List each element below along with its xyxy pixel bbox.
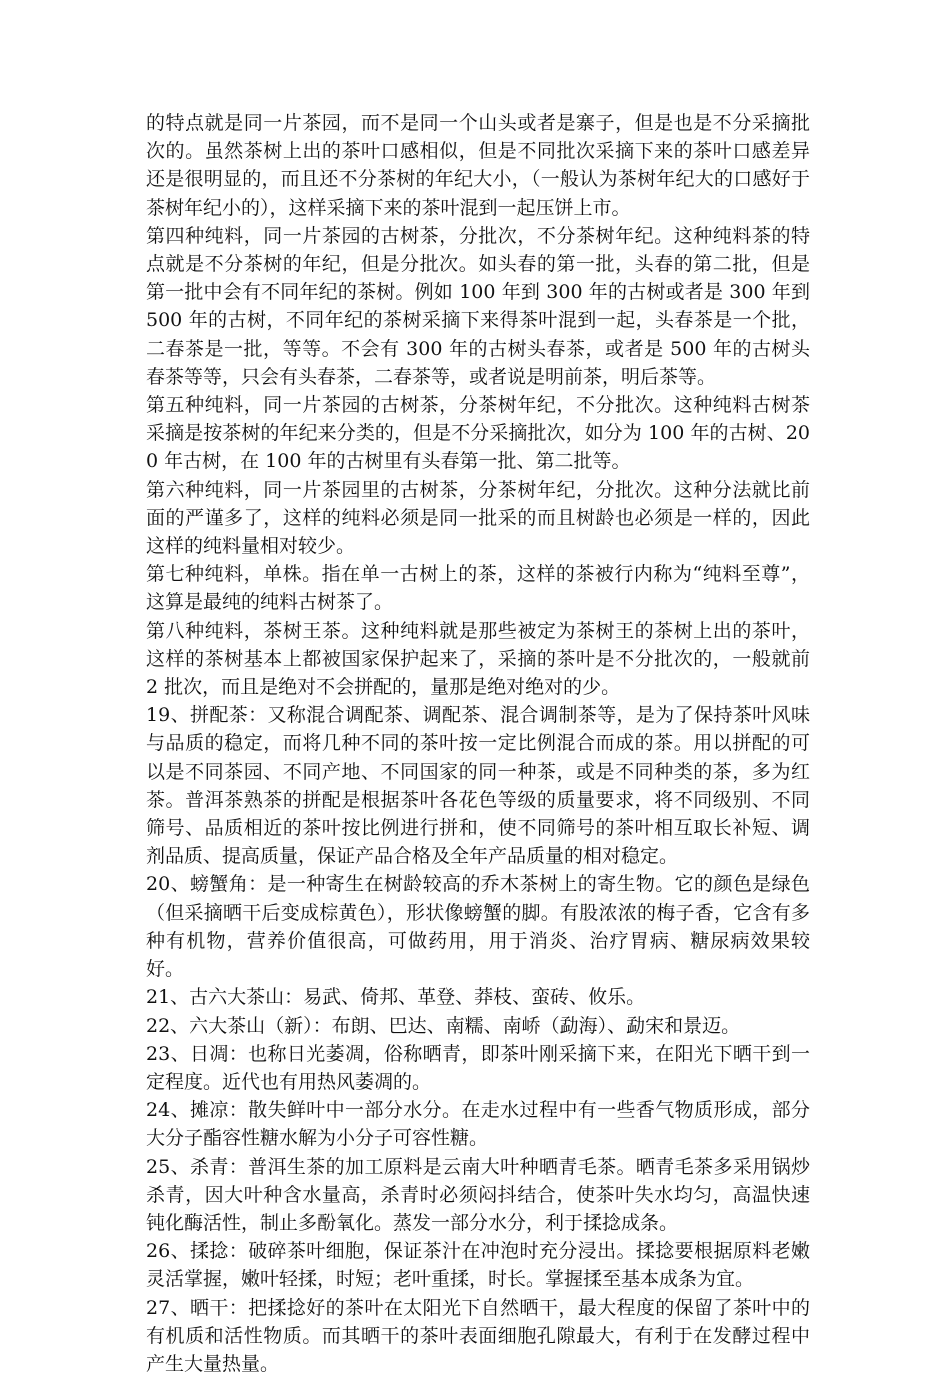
paragraph-pure-type-8: 第八种纯料，茶树王茶。这种纯料就是那些被定为茶树王的茶树上出的茶叶，这样的茶树基本上都被国家保护起来了，采摘的茶叶是不分批次的，一般就前 2 批次，而且是绝对不会拼配的，量那是绝对绝对的少。 — [146, 619, 810, 699]
paragraph-pure-type-5: 第五种纯料，同一片茶园的古树茶，分茶树年纪，不分批次。这种纯料古树茶采摘是按茶树的年纪来分类的，但是不分采摘批次，如分为 100 年的古树、200 年古树，在 100 年的古树里有头春第一批、第二批等。 — [146, 394, 810, 473]
paragraph-item-23: 23、日凋：也称日光萎凋，俗称晒青，即茶叶刚采摘下来，在阳光下晒干到一定程度。近代也有用热风萎凋的。 — [146, 1042, 810, 1093]
paragraph-pure-type-7: 第七种纯料，单株。指在单一古树上的茶，这样的茶被行内称为“纯料至尊”，这算是最纯的纯料古树茶了。 — [146, 563, 810, 614]
paragraph-pure-type-4: 第四种纯料，同一片茶园的古树茶，分批次，不分茶树年纪。这种纯料茶的特点就是不分茶树的年纪，但是分批次。如头春的第一批，头春的第二批，但是第一批中会有不同年纪的茶树。例如 100 年到 300 年的古树或者是 300 年到 500 年的古树，不同年纪的茶树采摘下来得茶叶混到一起，头春茶是一个批，二春茶是一批，等等。不会有 300 年的古树头春茶，或者是 500 年的古树头春茶等等，只会有头春茶，二春茶等，或者说是明前茶，明后茶等。 — [146, 224, 810, 388]
paragraph-pure-type-6: 第六种纯料，同一片茶园里的古树茶，分茶树年纪，分批次。这种分法就比前面的严谨多了，这样的纯料必须是同一批采的而且树龄也必须是一样的，因此这样的纯料量相对较少。 — [146, 478, 810, 558]
paragraph-item-19: 19、拼配茶：又称混合调配茶、调配茶、混合调制茶等，是为了保持茶叶风味与品质的稳定，而将几种不同的茶叶按一定比例混合而成的茶。用以拼配的可以是不同茶园、不同产地、不同国家的同一种茶，或是不同种类的茶，多为红茶。普洱茶熟茶的拼配是根据茶叶各花色等级的质量要求，将不同级别、不同筛号、品质相近的茶叶按比例进行拼和，使不同筛号的茶叶相互取长补短、调剂品质、提高质量，保证产品合格及全年产品质量的相对稳定。 — [146, 704, 810, 868]
paragraph-continuation: 的特点就是同一片茶园，而不是同一个山头或者是寨子，但是也是不分采摘批次的。虽然茶树上出的茶叶口感相似，但是不同批次采摘下来的茶叶口感差异还是很明显的，而且还不分茶树的年纪大小，（一般认为茶树年纪大的口感好于茶树年纪小的），这样采摘下来的茶叶混到一起压饼上市。 — [146, 112, 810, 219]
paragraph-item-25: 25、杀青：普洱生茶的加工原料是云南大叶种晒青毛茶。晒青毛茶多采用锅炒杀青，因大叶种含水量高，杀青时必须闷抖结合，使茶叶失水均匀，高温快速钝化酶活性，制止多酚氧化。蒸发一部分水分，利于揉捻成条。 — [146, 1155, 810, 1234]
paragraph-item-20: 20、螃蟹角：是一种寄生在树龄较高的乔木茶树上的寄生物。它的颜色是绿色（但采摘晒干后变成棕黄色），形状像螃蟹的脚。有股浓浓的梅子香，它含有多种有机物，营养价值很高，可做药用，用于消炎、治疗胃病、糖尿病效果较好。 — [146, 873, 810, 981]
paragraph-item-21: 21、古六大茶山：易武、倚邦、革登、莽枝、蛮砖、攸乐。 — [146, 986, 646, 1009]
paragraph-item-27: 27、晒干：把揉捻好的茶叶在太阳光下自然晒干，最大程度的保留了茶叶中的有机质和活性物质。而其晒干的茶叶表面细胞孔隙最大，有利于在发酵过程中产生大量热量。 — [146, 1296, 810, 1375]
paragraph-item-24: 24、摊凉：散失鲜叶中一部分水分。在走水过程中有一些香气物质形成，部分大分子酯容性糖水解为小分子可容性糖。 — [146, 1099, 810, 1150]
paragraph-item-26: 26、揉捻：破碎茶叶细胞，保证茶汁在冲泡时充分浸出。揉捻要根据原料老嫩灵活掌握，嫩叶轻揉，时短；老叶重揉，时长。掌握揉至基本成条为宜。 — [146, 1240, 810, 1291]
paragraph-item-22: 22、六大茶山（新）：布朗、巴达、南糯、南峤（勐海）、勐宋和景迈。 — [146, 1014, 741, 1037]
document-body — [146, 109, 810, 1378]
